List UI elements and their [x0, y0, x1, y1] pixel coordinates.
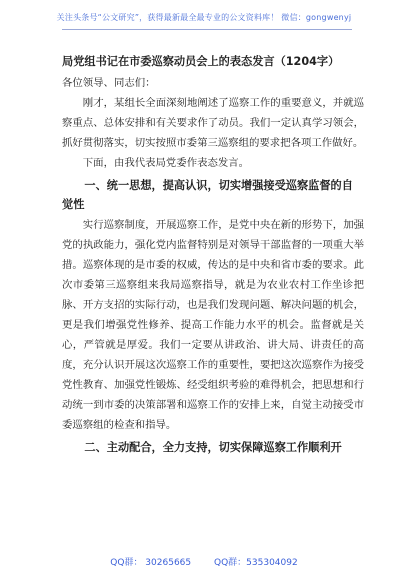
paragraph-representative: 下面，由我代表局党委作表态发言。 — [82, 157, 250, 169]
footer-qq-group-1: QQ群： 30265665 — [110, 558, 192, 568]
section-heading-2: 二、主动配合，全力支持，切实保障巡察工作顺利开 — [84, 441, 342, 454]
header-banner: 关注头条号“公文研究”，获得最新最全最专业的公文资料库！ 微信：gongwenyj — [56, 13, 352, 22]
header-divider — [62, 29, 352, 30]
footer-qq-group-2: QQ群：535304092 — [214, 558, 298, 568]
document-title: 局党组书记在市委巡察动员会上的表态发言（1204字） — [62, 55, 340, 68]
salutation: 各位领导、同志们： — [62, 77, 156, 89]
paragraph-intro: 刚才，某组长全面深刻地阐述了巡察工作的重要意义，并就巡察重点、总体安排和有关要求作了动员。我们一定认真学习领会，抓好贯彻落实，切实按照市委第三巡察组的要求把各项工作做好。 — [62, 97, 364, 149]
footer-contact — [0, 555, 408, 568]
document-body — [62, 55, 364, 458]
section-heading-1: 一、统一思想，提高认识，切实增强接受巡察监督的自觉性 — [62, 179, 353, 211]
section1-paragraph: 实行巡察制度，开展巡察工作，是党中央在新的形势下，加强党的执政能力，强化党内监督特别是对领导干部监督的一项重大举措。巡察体现的是市委的权威，传达的是中央和省市委的要求。此次市委第三巡察组来我局巡察指导，就是为农业农村工作坐诊把脉、开方支招的实际行动，也是我们发现问题、解决问题的机会，更是我们增强党性修养、提高工作能力水平的机会。监督就是关心，严管就是厚爱。我们一定要从讲政治、讲大局、讲责任的高度，充分认识开展这次巡察工作的重要性，要把这次巡察作为接受党性教育、加强党性锻炼、经受组织考验的难得机会，把思想和行动统一到市委的决策部署和巡察工作的安排上来，自觉主动接受市委巡察组的检查和指导。 — [62, 219, 364, 431]
